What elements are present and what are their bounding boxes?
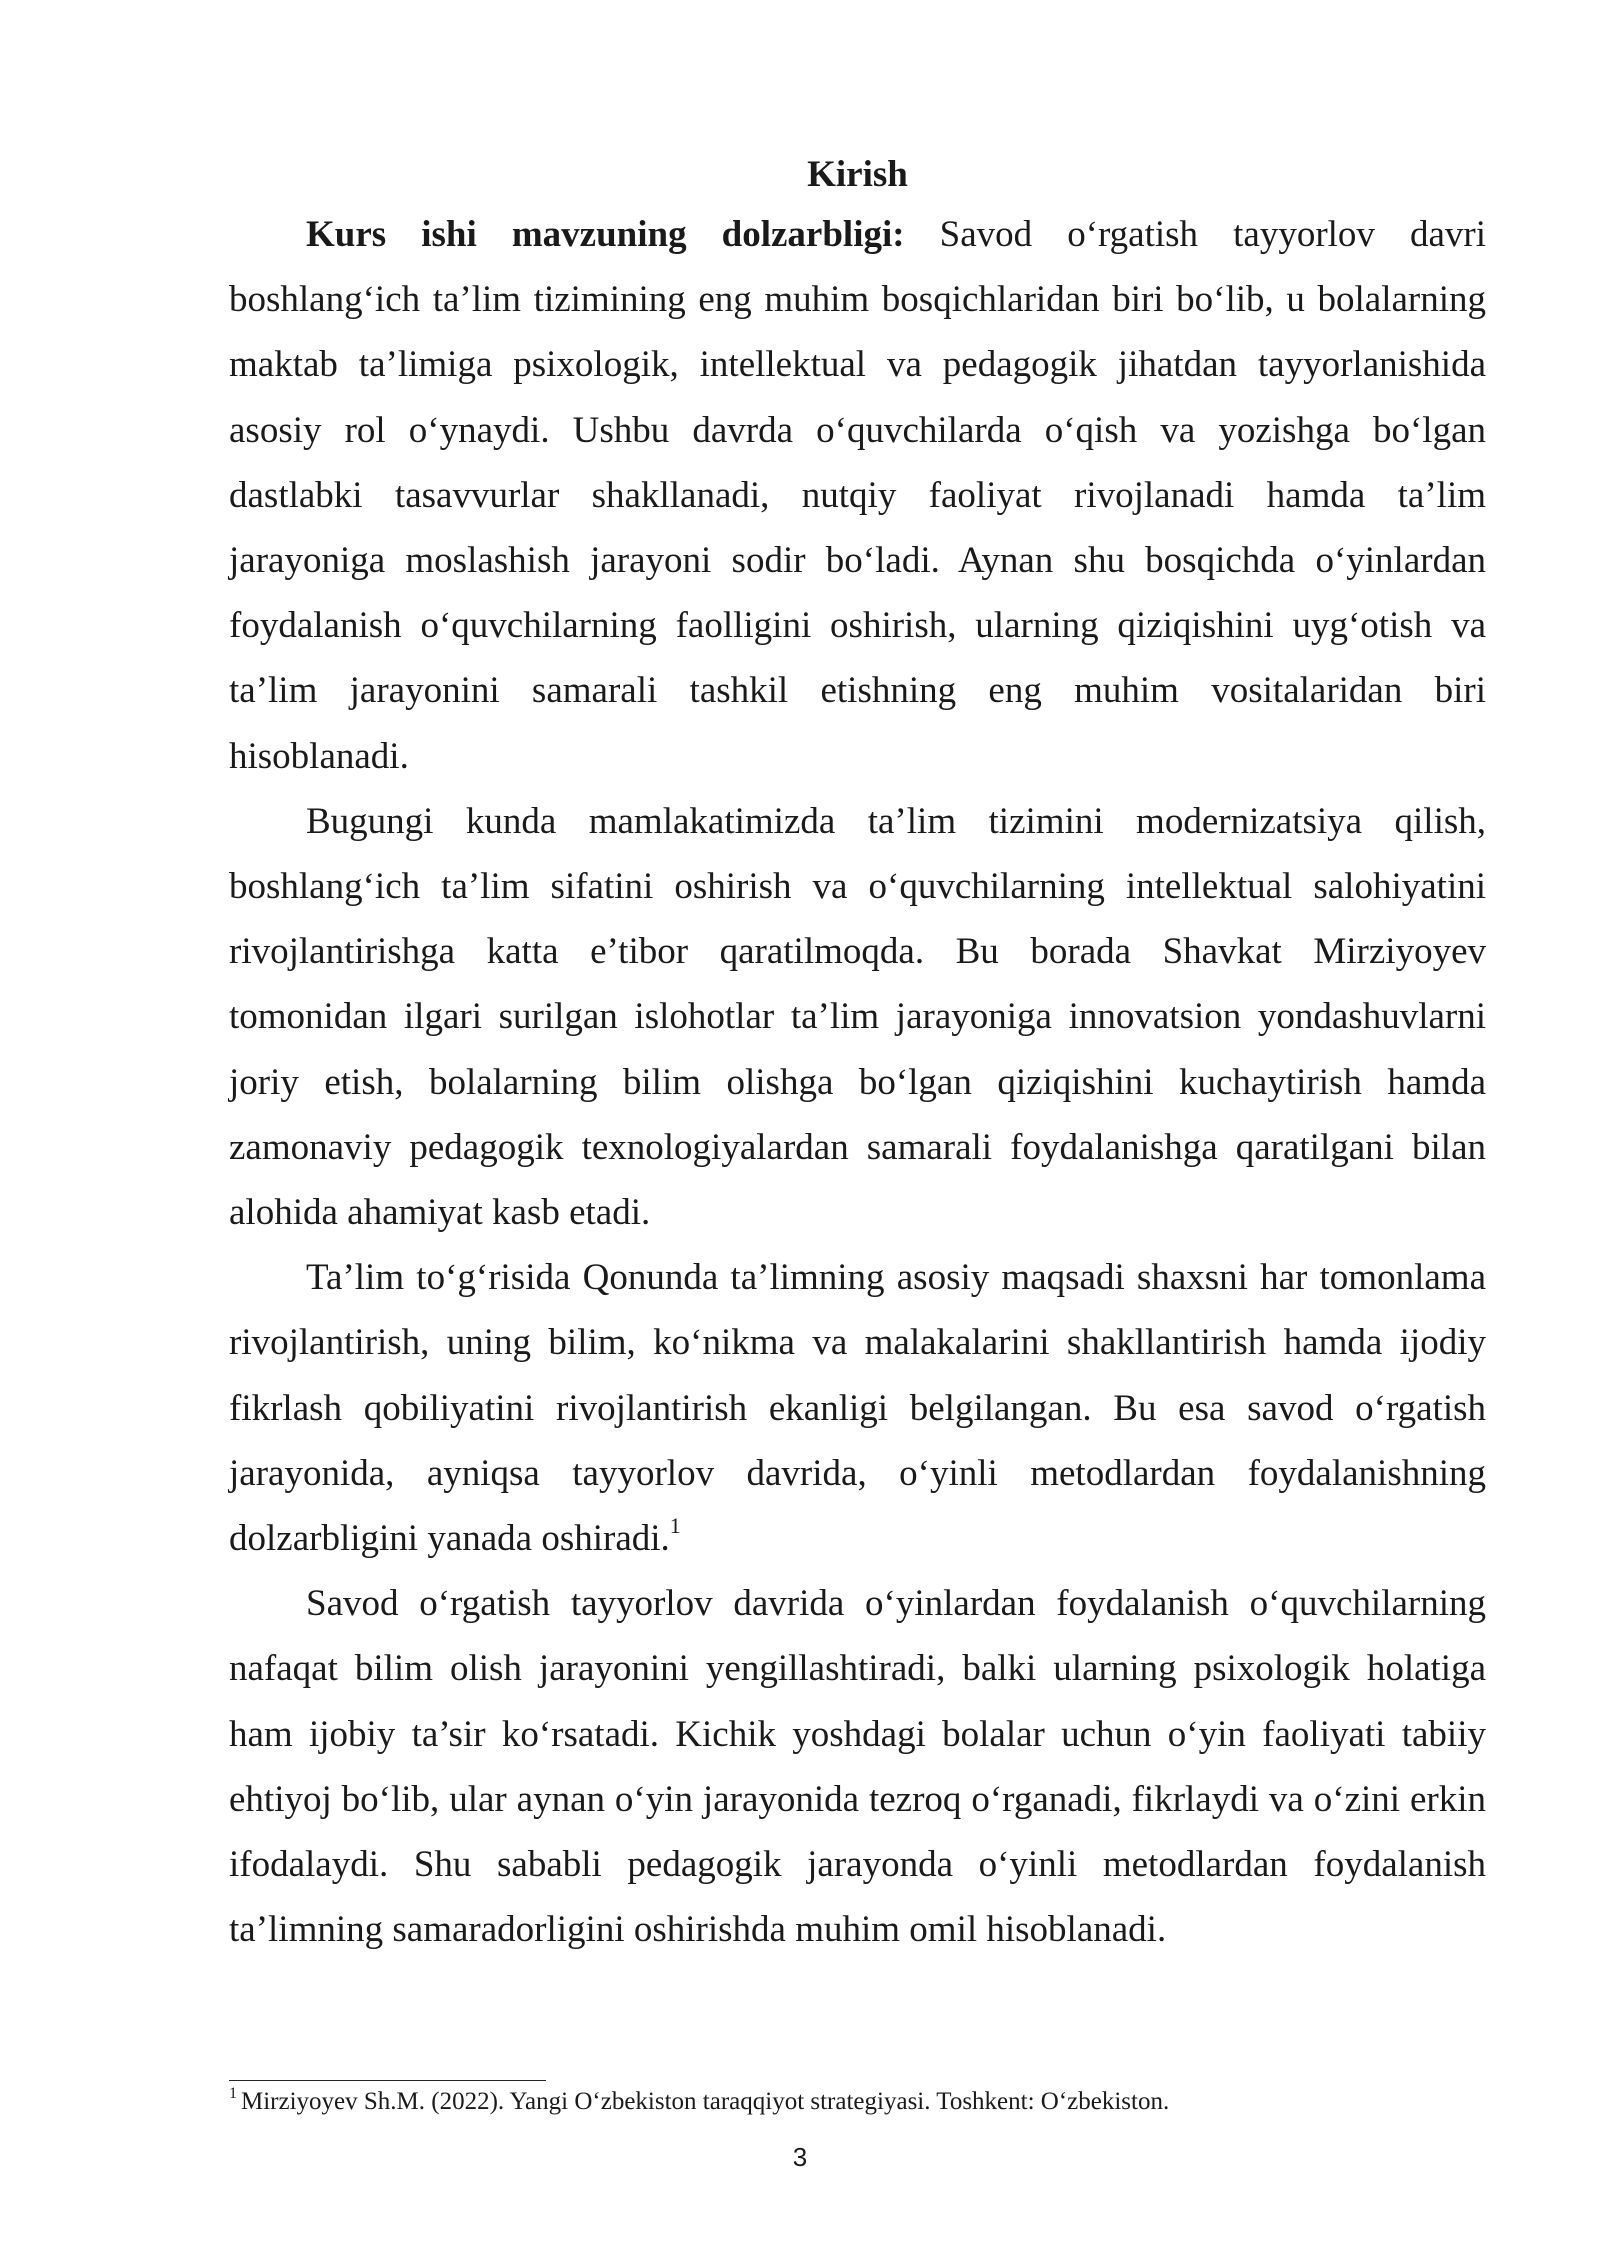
paragraph-lead: Kurs ishi mavzuning dolzarbligi: (306, 214, 905, 255)
paragraph-text: Savod o‘rgatish tayyorlov davrida o‘yinlardan foydalanish o‘quvchilarning nafaqat bilim olish jarayonini yengillashtiradi, balki ularning psixologik holatiga ham ijobiy ta’sir ko‘rsatadi. Kichik yoshdagi bolalar uchun o‘yin faoliyati tabiiy ehtiyoj bo‘lib, ular aynan o‘yin jarayonida tezroq o‘rganadi, fikrlaydi va o‘zini erkin ifodalaydi. Shu sababli pedagogik jarayonda o‘yinli metodlardan foydalanish ta’limning samaradorligini oshirishda muhim omil hisoblanadi. (229, 1583, 1486, 1951)
footnote-text: Mirziyoyev Sh.M. (2022). Yangi O‘zbekiston taraqqiyot strategiyasi. Toshkent: O‘zbekiston. (241, 2088, 1170, 2115)
main-content (229, 148, 1486, 1962)
section-heading: Kirish (807, 154, 908, 195)
page-number: 3 (792, 2142, 808, 2172)
footnote-reference[interactable]: 1 (669, 1512, 681, 1538)
footnote (229, 2085, 1486, 2119)
paragraph-games (229, 1571, 1486, 1962)
paragraph-text: Savod o‘rgatish tayyorlov davri boshlang‘ich ta’lim tizimining eng muhim bosqichlaridan biri bo‘lib, u bolalarning maktab ta’limiga psixologik, intellektual va pedagogik jihatdan tayyorlanishida asosiy rol o‘ynaydi. Ushbu davrda o‘quvchilarda o‘qish va yozishga bo‘lgan dastlabki tasavvurlar shakllanadi, nutqiy faoliyat rivojlanadi hamda ta’lim jarayoniga moslashish jarayoni sodir bo‘ladi. Aynan shu bosqichda o‘yinlardan foydalanish o‘quvchilarning faolligini oshirish, ularning qiziqishini uyg‘otish va ta’lim jarayonini samarali tashkil etishning eng muhim vositalaridan biri hisoblanadi. (229, 214, 1486, 777)
paragraph-reforms (229, 789, 1486, 1245)
paragraph-text: Bugungi kunda mamlakatimizda ta’lim tizimini modernizatsiya qilish, boshlang‘ich ta’lim sifatini oshirish va o‘quvchilarning intellektual salohiyatini rivojlantirishga katta e’tibor qaratilmoqda. Bu borada Shavkat Mirziyoyev tomonidan ilgari surilgan islohotlar ta’lim jarayoniga innovatsion yondashuvlarni joriy etish, bolalarning bilim olishga bo‘lgan qiziqishini kuchaytirish hamda zamonaviy pedagogik texnologiyalardan samarali foydalanishga qaratilgani bilan alohida ahamiyat kasb etadi. (229, 800, 1486, 1234)
footnote-separator (229, 2080, 546, 2081)
paragraph-law (229, 1245, 1486, 1571)
paragraph-relevance (229, 202, 1486, 789)
paragraph-text: Ta’lim to‘g‘risida Qonunda ta’limning asosiy maqsadi shaxsni har tomonlama rivojlantirish, uning bilim, ko‘nikma va malakalarini shakllantirish hamda ijodiy fikrlash qobiliyatini rivojlantirish ekanligi belgilangan. Bu esa savod o‘rgatish jarayonida, ayniqsa tayyorlov davrida, o‘yinli metodlardan foydalanishning dolzarbligini yanada oshiradi. (229, 1257, 1486, 1560)
footnote-number: 1 (229, 2084, 237, 2102)
